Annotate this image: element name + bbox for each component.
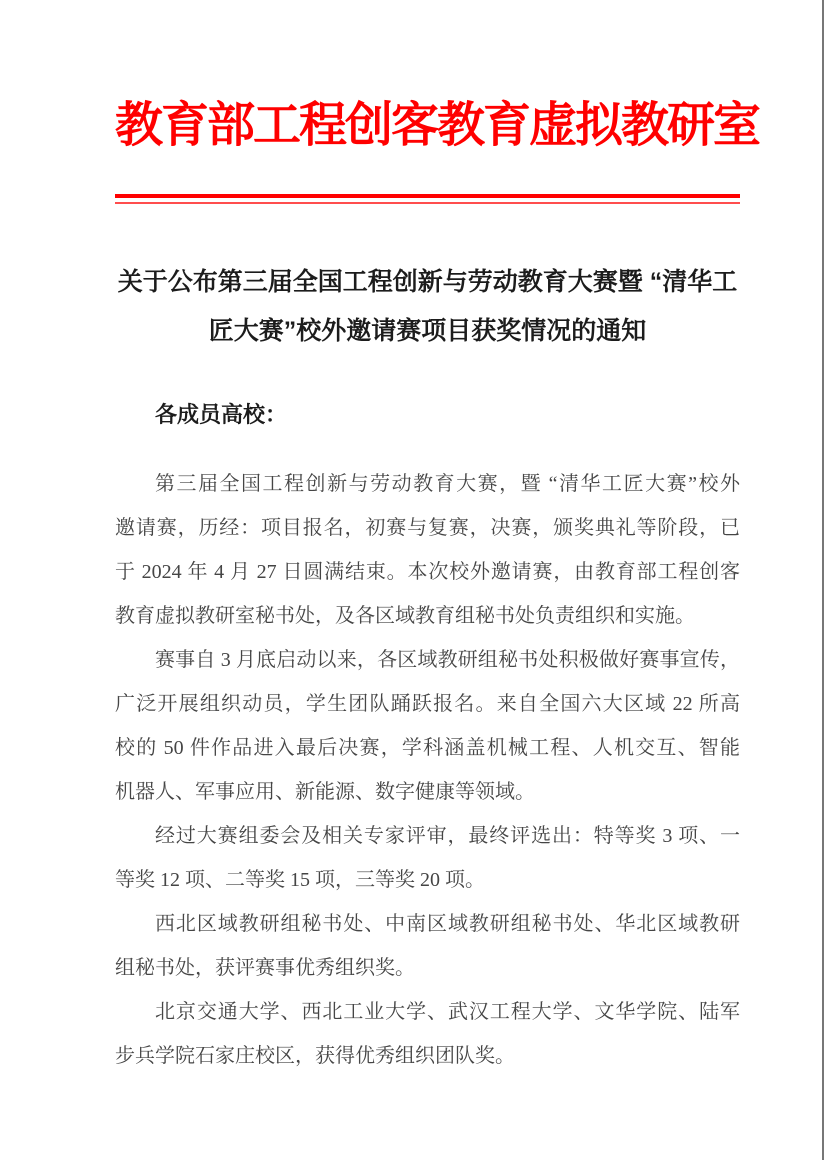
paragraph [115, 990, 740, 1078]
paragraph [115, 814, 740, 902]
salutation: 各成员高校： [155, 402, 288, 427]
letterhead-double-rule [115, 194, 740, 204]
rule-thick [115, 194, 740, 198]
document-title [115, 258, 740, 356]
document-title-line-1: 关于公布第三届全国工程创新与劳动教育大赛暨 “清华工 [117, 268, 738, 296]
body-line: 第三届全国工程创新与劳动教育大赛，暨 “清华工匠大赛”校外 [155, 473, 740, 495]
document-content [115, 0, 760, 1078]
body-line: 等奖 12 项、二等奖 15 项，三等奖 20 项。 [115, 869, 485, 891]
body-line: 北京交通大学、西北工业大学、武汉工程大学、文华学院、陆军 [155, 1001, 740, 1023]
paragraph [115, 638, 740, 814]
body-line: 西北区域教研组秘书处、中南区域教研组秘书处、华北区域教研 [155, 913, 740, 935]
body-line: 经过大赛组委会及相关专家评审，最终评选出：特等奖 3 项、一 [155, 825, 740, 847]
body-line: 广泛开展组织动员，学生团队踊跃报名。来自全国六大区域 22 所高 [115, 693, 740, 715]
body-line: 于 2024 年 4 月 27 日圆满结束。本次校外邀请赛，由教育部工程创客 [115, 561, 740, 583]
body-line: 邀请赛，历经：项目报名，初赛与复赛，决赛，颁奖典礼等阶段，已 [115, 517, 740, 539]
page-edge-line [822, 0, 824, 1160]
body-line: 赛事自 3 月底启动以来，各区域教研组秘书处积极做好赛事宣传， [155, 649, 740, 671]
body-line: 教育虚拟教研室秘书处，及各区域教育组秘书处负责组织和实施。 [115, 605, 695, 627]
body-line: 校的 50 件作品进入最后决赛，学科涵盖机械工程、人机交互、智能 [115, 737, 740, 759]
paragraph [115, 462, 740, 638]
letterhead-title: 教育部工程创客教育虚拟教研室 [115, 99, 760, 152]
document-title-line-2: 匠大赛”校外邀请赛项目获奖情况的通知 [208, 317, 647, 345]
paragraph [115, 902, 740, 990]
rule-thin [115, 202, 740, 204]
body-line: 机器人、军事应用、新能源、数字健康等领域。 [115, 781, 535, 803]
document-body [115, 462, 740, 1078]
body-line: 组秘书处，获评赛事优秀组织奖。 [115, 957, 415, 979]
body-line: 步兵学院石家庄校区，获得优秀组织团队奖。 [115, 1045, 515, 1067]
